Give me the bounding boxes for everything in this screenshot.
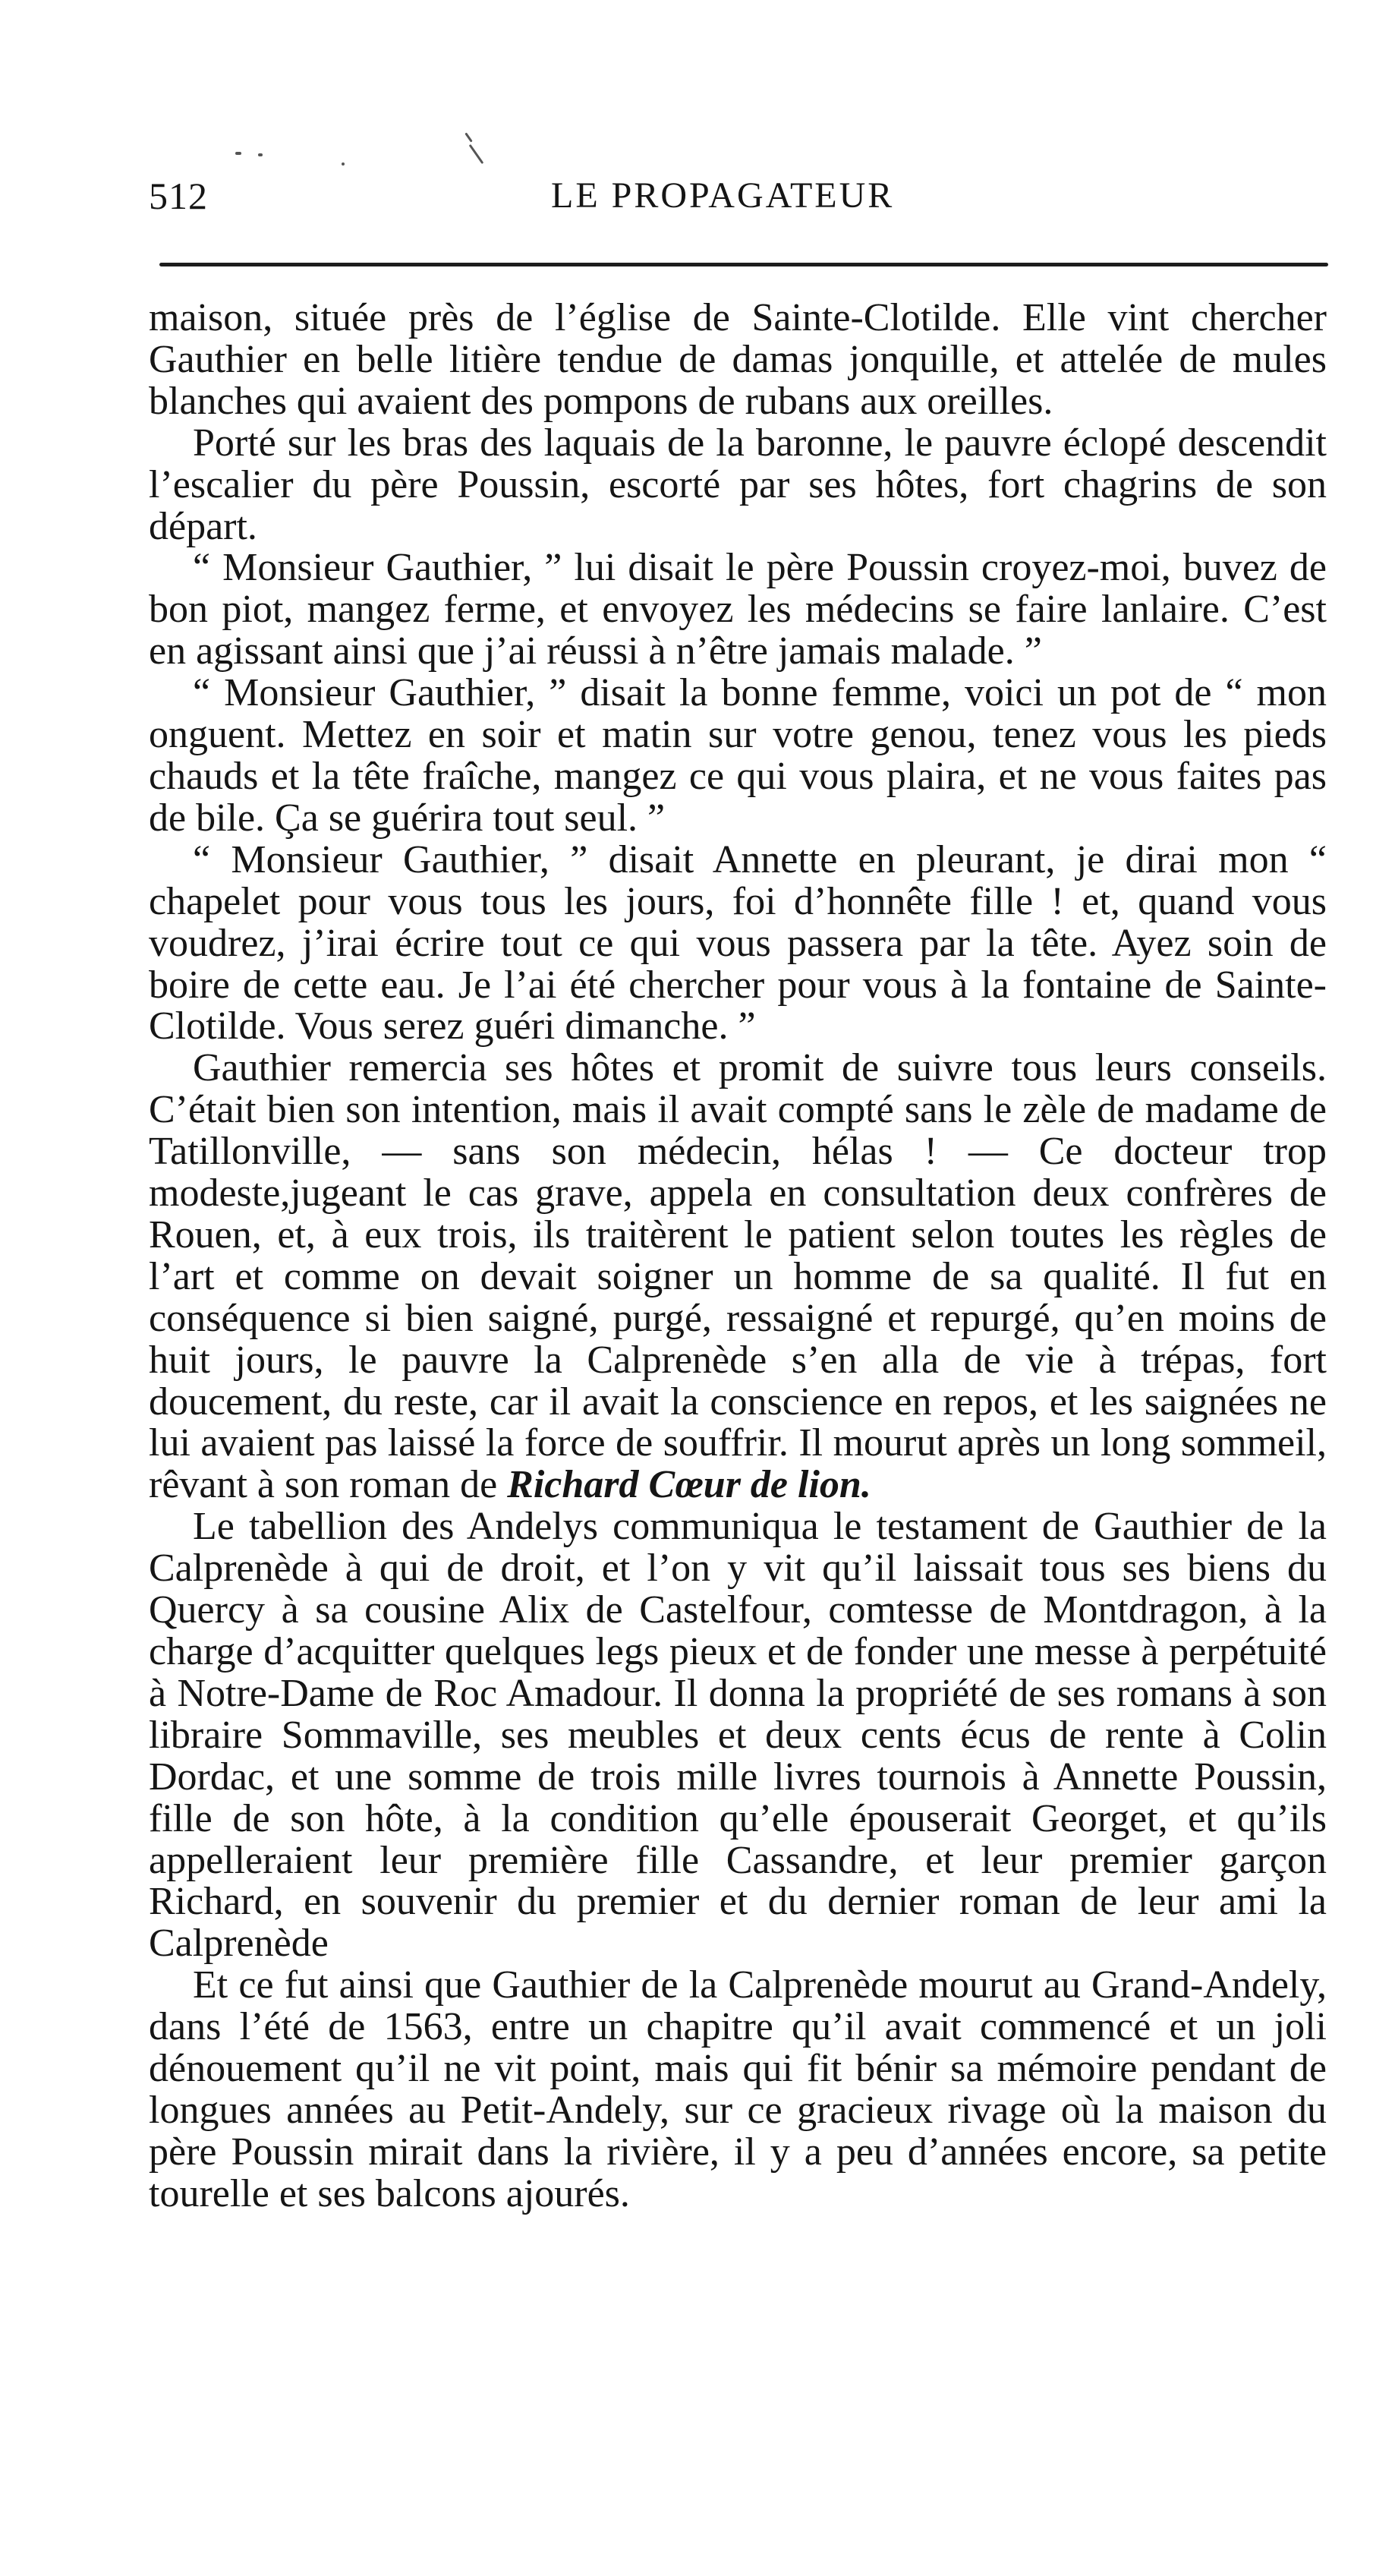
paragraph-6-text: Gauthier remercia ses hôtes et promit de suivre tous leurs conseils. C’était bien son intention, mais il avait compté sans le zèle de madame de Tatillonville, — sans son médecin, hélas ! — Ce docteur trop modeste,jugeant le cas grave, appela en consultation deux confrères de Rouen, et, à eux trois, ils traitèrent le patient selon toutes les règles de l’art et comme on devait soigner un homme de sa qualité. Il fut en conséquence si bien saigné, purgé, ressaigné et repurgé, qu’en moins de huit jours, le pauvre la Calprenède s’en alla de vie à trépas, fort doucement, du reste, car il avait la conscience en repos, et les saignées ne lui avaient pas laissé la force de souffrir. Il mourut après un long sommeil, rêvant à son roman de — [149, 1046, 1327, 1507]
paragraph-6 — [149, 1048, 1327, 1506]
header-rule — [159, 263, 1328, 266]
paragraph-5: “ Monsieur Gauthier, ” disait Annette en pleurant, je dirai mon “ chapelet pour vous tous les jours, foi d’honnête fille ! et, quand vous voudrez, j’irai écrire tout ce qui vous passera par la tête. Ayez soin de boire de cette eau. Je l’ai été chercher pour vous à la fontaine de Sainte-Clotilde. Vous serez guéri dimanche. ” — [149, 837, 1327, 1048]
novel-title: Richard Cœur de lion. — [507, 1463, 871, 1507]
paragraph-3: “ Monsieur Gauthier, ” lui disait le père Poussin croyez-moi, buvez de bon piot, mangez ferme, et envoyez les médecins se faire lanlaire. C’est en agissant ainsi que j’ai réussi à n’être jamais malade. ” — [149, 546, 1327, 673]
paragraph-2: Porté sur les bras des laquais de la baronne, le pauvre éclopé descendit l’escalier du père Poussin, escorté par ses hôtes, fort chagrins de son départ. — [149, 421, 1327, 548]
running-title: LE PROPAGATEUR — [551, 175, 895, 216]
page-header — [149, 173, 1324, 234]
page-number: 512 — [149, 175, 208, 217]
body-text — [149, 298, 1327, 2215]
print-specks — [228, 129, 531, 175]
paragraph-7: Le tabellion des Andelys communiqua le testament de Gauthier de la Calprenède à qui de droit, et l’on y vit qu’il laissait tous ses biens du Quercy à sa cousine Alix de Castelfour, comtesse de Montdragon, à la charge d’acquitter quelques legs pieux et de fonder une messe à perpétuité à Notre-Dame de Roc Amadour. Il donna la propriété de ses romans à son libraire Sommaville, ses meubles et deux cents écus de rente à Colin Dordac, et une somme de trois mille livres tournois à Annette Poussin, fille de son hôte, à la condition qu’elle épouserait Georget, et qu’ils appelleraient leur première fille Cassandre, et leur premier garçon Richard, en souvenir du premier et du dernier roman de leur ami la Calprenède — [149, 1505, 1327, 1966]
paragraph-8: Et ce fut ainsi que Gauthier de la Calprenède mourut au Grand-Andely, dans l’été de 1563, entre un chapitre qu’il avait commencé et un joli dénouement qu’il ne vit point, mais qui fit bénir sa mémoire pendant de longues années au Petit-Andely, sur ce gracieux rivage où la maison du père Poussin mirait dans la rivière, il y a peu d’années encore, sa petite tourelle et ses balcons ajourés. — [149, 1963, 1327, 2215]
paragraph-4: “ Monsieur Gauthier, ” disait la bonne femme, voici un pot de “ mon onguent. Mettez en soir et matin sur votre genou, tenez vous les pieds chauds et la tête fraîche, mangez ce qui vous plaira, et ne vous faites pas de bile. Ça se guérira tout seul. ” — [149, 671, 1327, 840]
paragraph-1: maison, située près de l’église de Sainte-Clotilde. Elle vint chercher Gauthier en belle litière tendue de damas jonquille, et attelée de mules blanches qui avaient des pompons de rubans aux oreilles. — [149, 296, 1327, 423]
